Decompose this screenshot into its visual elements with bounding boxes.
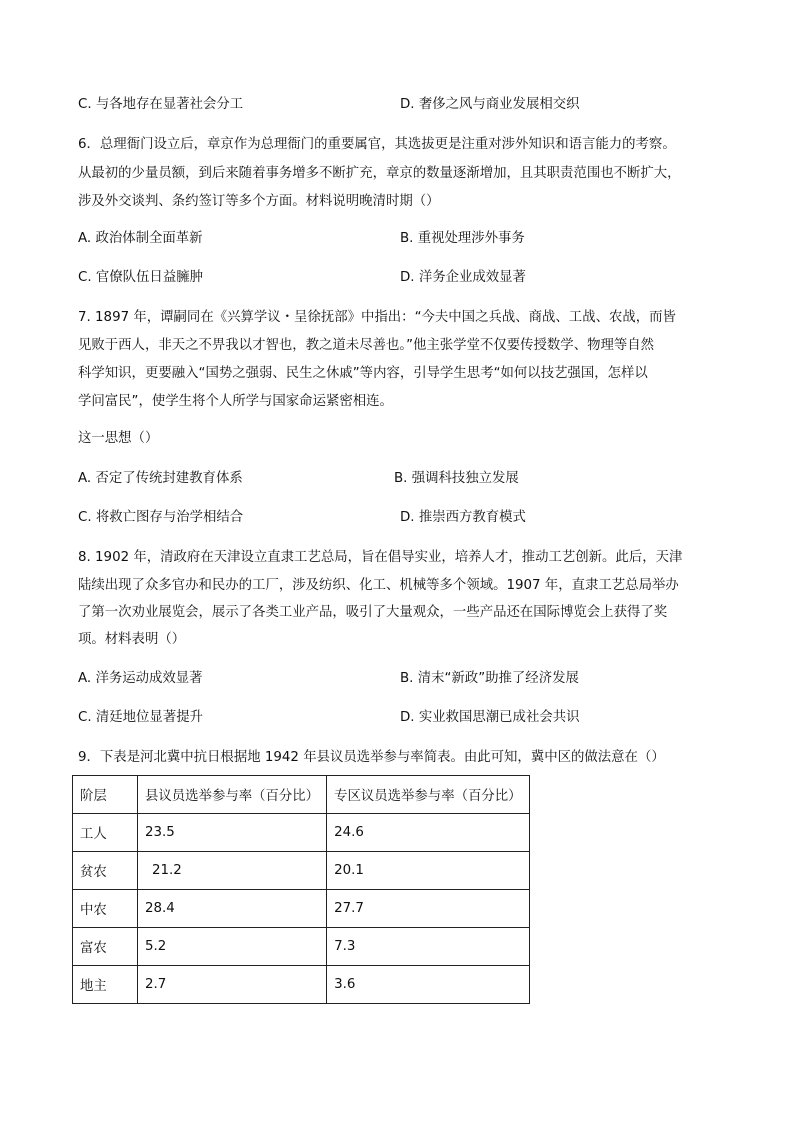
table-cell-county-rate: 5.2	[138, 928, 327, 966]
table-cell-district-rate: 24.6	[327, 814, 529, 852]
table-cell-county-rate: 23.5	[138, 814, 327, 852]
table-cell-class: 地主	[73, 966, 138, 1004]
q9-stem: 9．下表是河北冀中抗日根据地 1942 年县议员选举参与率简表。由此可知，冀中区的做法意在（）	[78, 750, 665, 765]
table-header-row	[73, 776, 530, 814]
table-header-cell: 阶层	[73, 776, 138, 814]
q8-stem-line-1: 8. 1902 年，清政府在天津设立直隶工艺总局，旨在倡导实业，培养人才，推动工艺创新。此后，天津	[78, 550, 683, 565]
table-cell-county-rate: 21.2	[138, 852, 327, 890]
q8-option-c: C. 清廷地位显著提升	[78, 710, 203, 725]
table-cell-district-rate: 7.3	[327, 928, 529, 966]
table-row	[73, 890, 530, 928]
q7-option-c: C. 将救亡图存与治学相结合	[78, 510, 244, 525]
q5-option-c: C. 与各地存在显著社会分工	[78, 97, 244, 112]
table-cell-district-rate: 3.6	[327, 966, 529, 1004]
table-cell-class: 工人	[73, 814, 138, 852]
q8-stem-line-3: 了第一次劝业展览会，展示了各类工业产品，吸引了大量观众，一些产品还在国际博览会上获得了奖	[78, 605, 668, 620]
q6-option-d: D. 洋务企业成效显著	[400, 270, 526, 285]
q6-stem-line-3: 涉及外交谈判、条约签订等多个方面。材料说明晚清时期（）	[78, 194, 440, 209]
q8-option-a: A. 洋务运动成效显著	[78, 671, 203, 686]
q7-option-a: A. 否定了传统封建教育体系	[78, 471, 243, 486]
q8-stem-line-4: 项。材料表明（）	[78, 632, 186, 647]
q7-option-b: B. 强调科技独立发展	[394, 471, 519, 486]
table-cell-county-rate: 28.4	[138, 890, 327, 928]
q6-option-b: B. 重视处理涉外事务	[400, 231, 525, 246]
table-row	[73, 852, 530, 890]
participation-table	[72, 775, 530, 1004]
table-cell-district-rate: 27.7	[327, 890, 529, 928]
table-header-cell: 县议员选举参与率（百分比）	[138, 776, 327, 814]
q7-stem-line-3: 科学知识，更要融入“国势之强弱、民生之休戚”等内容，引导学生思考“如何以技艺强国，怎样以	[78, 366, 648, 381]
q7-option-d: D. 推崇西方教育模式	[400, 510, 526, 525]
q6-option-a: A. 政治体制全面革新	[78, 231, 203, 246]
table-cell-class: 富农	[73, 928, 138, 966]
q6-stem-line-2: 从最初的少量员额，到后来随着事务增多不断扩充，章京的数量逐渐增加，且其职责范围也不断扩大，	[78, 166, 681, 181]
table-row	[73, 814, 530, 852]
q6-option-c: C. 官僚队伍日益臃肿	[78, 270, 203, 285]
q7-stem-line-4: 学问富民”，使学生将个人所学与国家命运紧密相连。	[78, 394, 393, 409]
table-header-cell: 专区议员选举参与率（百分比）	[327, 776, 529, 814]
table-cell-district-rate: 20.1	[327, 852, 529, 890]
table-cell-class: 中农	[73, 890, 138, 928]
q6-stem-line-1: 6．总理衙门设立后，章京作为总理衙门的重要属官，其选拔更是注重对涉外知识和语言能力的考察。	[78, 137, 676, 152]
table-cell-county-rate: 2.7	[138, 966, 327, 1004]
q8-stem-line-2: 陆续出现了众多官办和民办的工厂，涉及纺织、化工、机械等多个领域。1907 年，直隶工艺总局举办	[78, 578, 679, 593]
table-row	[73, 966, 530, 1004]
q7-stem-line-1: 7. 1897 年，谭嗣同在《兴算学议・呈徐抚部》中指出：“今夫中国之兵战、商战、工战、农战，而皆	[78, 310, 676, 325]
q8-option-b: B. 清末“新政”助推了经济发展	[400, 671, 579, 686]
q7-stem-line-2: 见败于西人，非天之不畀我以才智也，教之道未尽善也。”他主张学堂不仅要传授数学、物理等自然	[78, 338, 655, 353]
q7-stem-question: 这一思想（）	[78, 431, 159, 446]
q5-option-d: D. 奢侈之风与商业发展相交织	[400, 97, 580, 112]
table-row	[73, 928, 530, 966]
table-cell-class: 贫农	[73, 852, 138, 890]
q8-option-d: D. 实业救国思潮已成社会共识	[400, 710, 580, 725]
